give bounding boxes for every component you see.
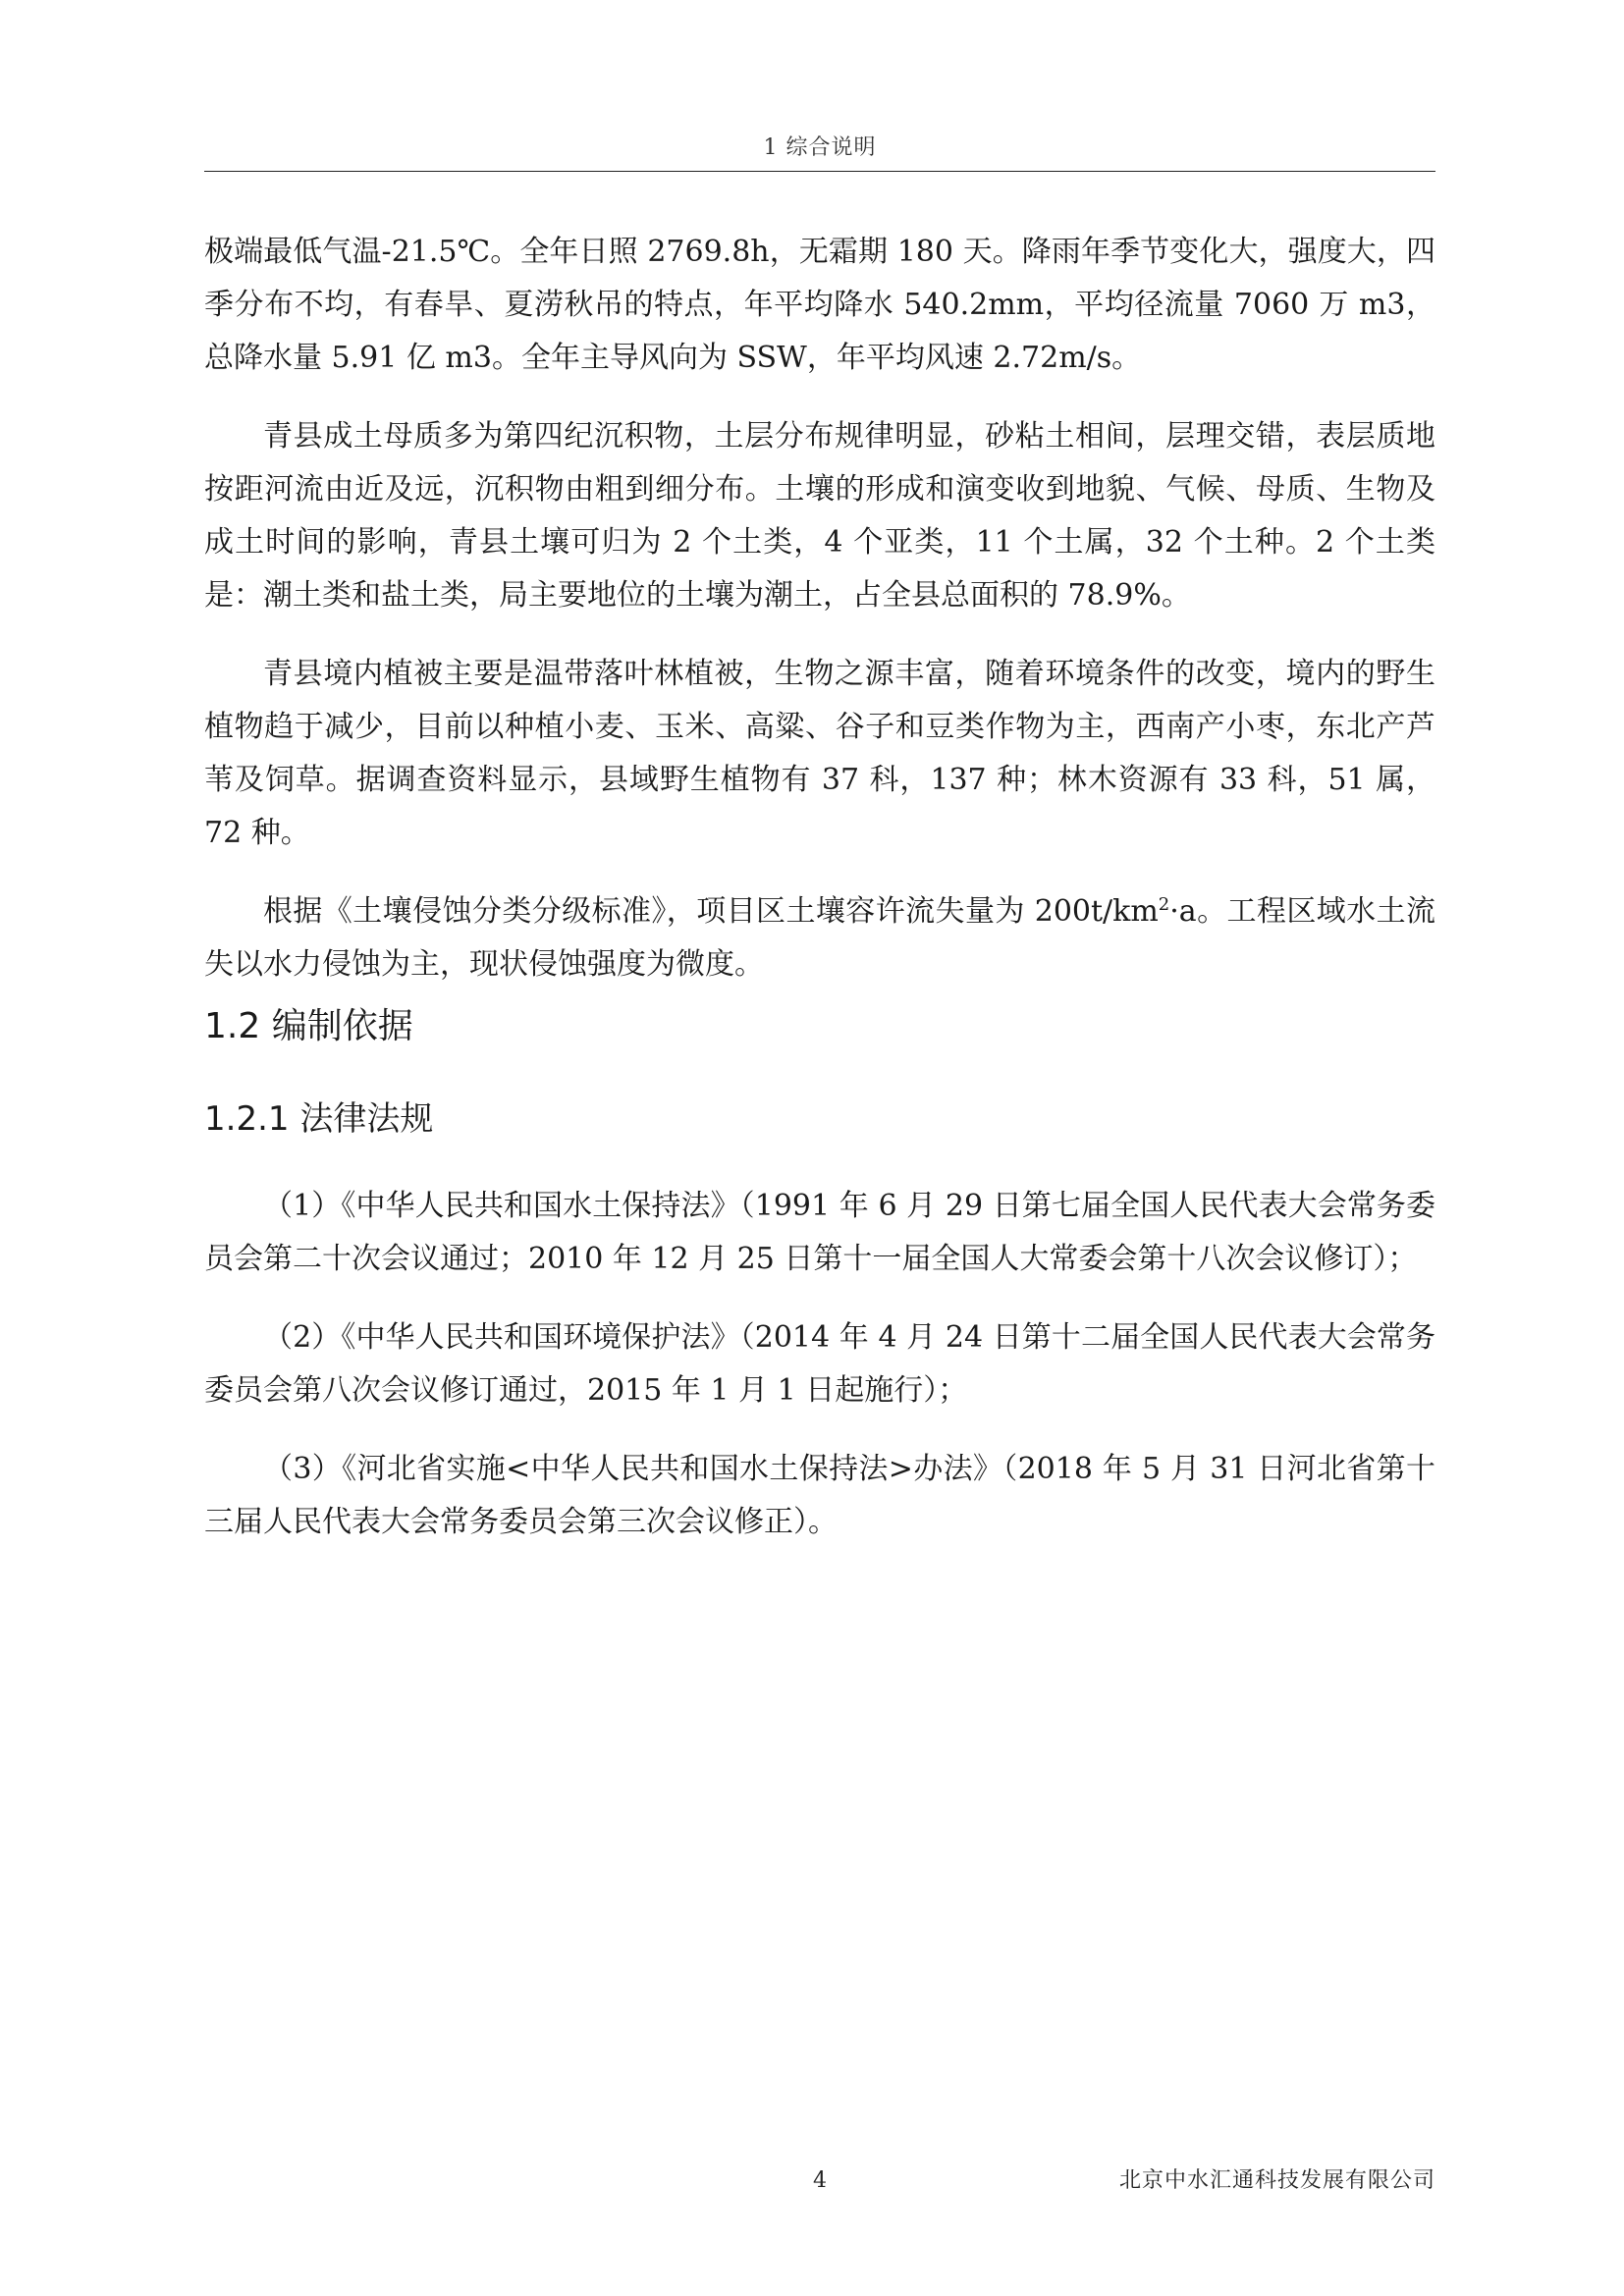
- header-rule: [204, 171, 1435, 172]
- erosion-text-end: ·a。工程区域水土流失以水力侵蚀为主，现状侵蚀强度为微度。: [204, 894, 1435, 982]
- paragraph-erosion: [204, 885, 1435, 991]
- law-item-2: （2）《中华人民共和国环境保护法》（2014 年 4 月 24 日第十二届全国人民代表大会常务委员会第八次会议修订通过，2015 年 1 月 1 日起施行）；: [204, 1320, 1435, 1408]
- paragraph-soil: 青县成土母质多为第四纪沉积物，土层分布规律明显，砂粘土相间，层理交错，表层质地按距河流由近及远，沉积物由粗到细分布。土壤的形成和演变收到地貌、气候、母质、生物及成土时间的影响，青县土壤可归为 2 个土类，4 个亚类，11 个土属，32 个土种。2 个土类是：潮土类和盐土类，局主要地位的土壤为潮土，占全县总面积的 78.9%。: [204, 419, 1435, 613]
- running-header: 1 综合说明: [763, 135, 877, 160]
- company-name: 北京中水汇通科技发展有限公司: [1118, 2168, 1435, 2193]
- law-item-3: （3）《河北省实施<中华人民共和国水土保持法>办法》（2018 年 5 月 31 日河北省第十三届人民代表大会常务委员会第三次会议修正）。: [204, 1452, 1435, 1539]
- section-heading: 1.2 编制依据: [204, 1006, 413, 1046]
- paragraph-vegetation: 青县境内植被主要是温带落叶林植被，生物之源丰富，随着环境条件的改变，境内的野生植物趋于减少，目前以种植小麦、玉米、高粱、谷子和豆类作物为主，西南产小枣，东北产芦苇及饲草。据调查资料显示，县域野生植物有 37 科，137 种；林木资源有 33 科，51 属，72 种。: [204, 657, 1435, 850]
- law-item-1: （1）《中华人民共和国水土保持法》（1991 年 6 月 29 日第七届全国人民代表大会常务委员会第二十次会议通过；2010 年 12 月 25 日第十一届全国人大常委会第十八次会议修订）；: [204, 1189, 1435, 1276]
- erosion-text-start: 根据《土壤侵蚀分类分级标准》，项目区土壤容许流失量为 200t/km: [263, 894, 1159, 929]
- page-footer: [204, 2165, 1435, 2197]
- superscript-2: 2: [1158, 894, 1170, 915]
- document-body: [204, 226, 1435, 1549]
- subsection-heading: 1.2.1 法律法规: [204, 1099, 434, 1139]
- paragraph-climate: 极端最低气温-21.5℃。全年日照 2769.8h，无霜期 180 天。降雨年季节变化大，强度大，四季分布不均，有春旱、夏涝秋吊的特点，年平均降水 540.2mm，平均径流量 7060 万 m3，总降水量 5.91 亿 m3。全年主导风向为 SSW，年平均风速 2.72m/s。: [204, 235, 1435, 375]
- page-number: 4: [813, 2168, 827, 2193]
